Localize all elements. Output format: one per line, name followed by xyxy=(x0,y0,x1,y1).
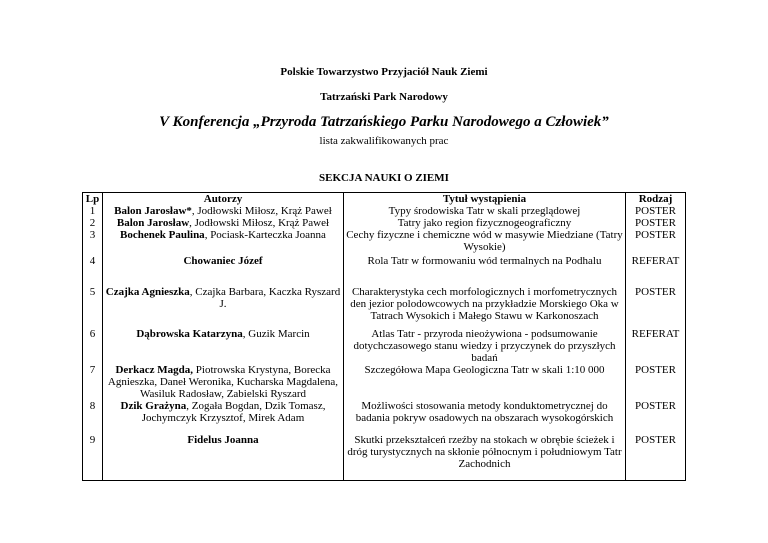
co-authors: , Jodłowski Miłosz, Krąż Paweł xyxy=(189,217,330,229)
row-lp: 5 xyxy=(83,279,103,322)
row-lp: 8 xyxy=(83,400,103,426)
lead-author: Chowaniec Józef xyxy=(183,255,263,267)
table-row xyxy=(83,426,686,481)
col-header-lp: Lp xyxy=(83,193,103,206)
co-authors: , Guzik Marcin xyxy=(242,328,310,340)
row-type: POSTER xyxy=(626,229,686,253)
row-authors xyxy=(103,205,344,217)
row-type: POSTER xyxy=(626,426,686,481)
row-authors xyxy=(103,229,344,253)
row-authors xyxy=(103,364,344,400)
lead-author: Dąbrowska Katarzyna xyxy=(136,328,243,340)
section-title: SEKCJA NAUKI O ZIEMI xyxy=(319,172,449,184)
row-type: POSTER xyxy=(626,217,686,229)
col-header-authors: Autorzy xyxy=(103,193,344,206)
lead-author: Derkacz Magda, xyxy=(115,364,194,376)
co-authors: , Jodłowski Miłosz, Krąż Paweł xyxy=(191,205,332,217)
table-row xyxy=(83,322,686,364)
lead-author: Bochenek Paulina xyxy=(120,229,205,241)
table-row xyxy=(83,279,686,322)
row-authors xyxy=(103,279,344,322)
col-header-type: Rodzaj xyxy=(626,193,686,206)
row-type: POSTER xyxy=(626,205,686,217)
row-title: Skutki przekształceń rzeźby na stokach w obrębie ścieżek i dróg turystycznych na skłonie północnym i południowym Tatr Zachodnich xyxy=(344,426,626,481)
row-title: Atlas Tatr - przyroda nieożywiona - podsumowanie dotychczasowego stanu wiedzy i przyczynek do przyszłych badań xyxy=(344,322,626,364)
list-subtitle: lista zakwalifikowanych prac xyxy=(319,135,449,147)
row-title: Możliwości stosowania metody konduktometrycznej do badania pokryw osadowych na obszarach wysokogórskich xyxy=(344,400,626,426)
row-lp: 3 xyxy=(83,229,103,253)
row-authors xyxy=(103,400,344,426)
table-row xyxy=(83,400,686,426)
row-type: POSTER xyxy=(626,279,686,322)
table-row xyxy=(83,253,686,279)
row-authors xyxy=(103,253,344,279)
table-row xyxy=(83,205,686,217)
row-lp: 7 xyxy=(83,364,103,400)
lead-author: Fidelus Joanna xyxy=(187,434,259,446)
row-type: REFERAT xyxy=(626,322,686,364)
row-lp: 9 xyxy=(83,426,103,481)
row-lp: 1 xyxy=(83,205,103,217)
co-authors: , Pociask-Karteczka Joanna xyxy=(204,229,326,241)
lead-author: Balon Jarosław xyxy=(116,217,190,229)
table-row xyxy=(83,217,686,229)
lead-author: Czajka Agnieszka xyxy=(105,286,190,298)
row-title: Tatry jako region fizycznogeograficzny xyxy=(344,217,626,229)
works-table xyxy=(82,192,686,481)
row-authors xyxy=(103,322,344,364)
table-header-row xyxy=(83,193,686,206)
conference-title: V Konferencja „Przyroda Tatrzańskiego Parku Narodowego a Człowiek” xyxy=(159,114,609,130)
co-authors: , Czajka Barbara, Kaczka Ryszard J. xyxy=(189,286,341,310)
row-lp: 2 xyxy=(83,217,103,229)
row-type: POSTER xyxy=(626,400,686,426)
row-authors xyxy=(103,426,344,481)
row-title: Charakterystyka cech morfologicznych i morfometrycznych den jezior polodowcowych na przykładzie Morskiego Oka w Tatrach Wysokich i Małego Stawu w Karkonoszach xyxy=(344,279,626,322)
row-type: REFERAT xyxy=(626,253,686,279)
society-name: Polskie Towarzystwo Przyjaciół Nauk Ziemi xyxy=(280,66,488,78)
lead-author: Dzik Grażyna xyxy=(120,400,187,412)
row-title: Cechy fizyczne i chemiczne wód w masywie Miedziane (Tatry Wysokie) xyxy=(344,229,626,253)
row-title: Szczegółowa Mapa Geologiczna Tatr w skali 1:10 000 xyxy=(344,364,626,400)
table-row xyxy=(83,229,686,253)
row-lp: 4 xyxy=(83,253,103,279)
table-row xyxy=(83,364,686,400)
row-lp: 6 xyxy=(83,322,103,364)
row-authors xyxy=(103,217,344,229)
co-authors: , Zogała Bogdan, Dzik Tomasz, Jochymczyk Krzysztof, Mirek Adam xyxy=(141,400,326,424)
col-header-title: Tytuł wystąpienia xyxy=(344,193,626,206)
co-authors: Piotrowska Krystyna, Borecka Agnieszka, Daneł Weronika, Kucharska Magdalena, Wasiluk Radosław, Zabielski Ryszard xyxy=(107,364,339,400)
row-title: Rola Tatr w formowaniu wód termalnych na Podhalu xyxy=(344,253,626,279)
lead-author: Balon Jarosław* xyxy=(114,205,192,217)
row-title: Typy środowiska Tatr w skali przeglądowej xyxy=(344,205,626,217)
park-name: Tatrzański Park Narodowy xyxy=(320,91,448,103)
row-type: POSTER xyxy=(626,364,686,400)
